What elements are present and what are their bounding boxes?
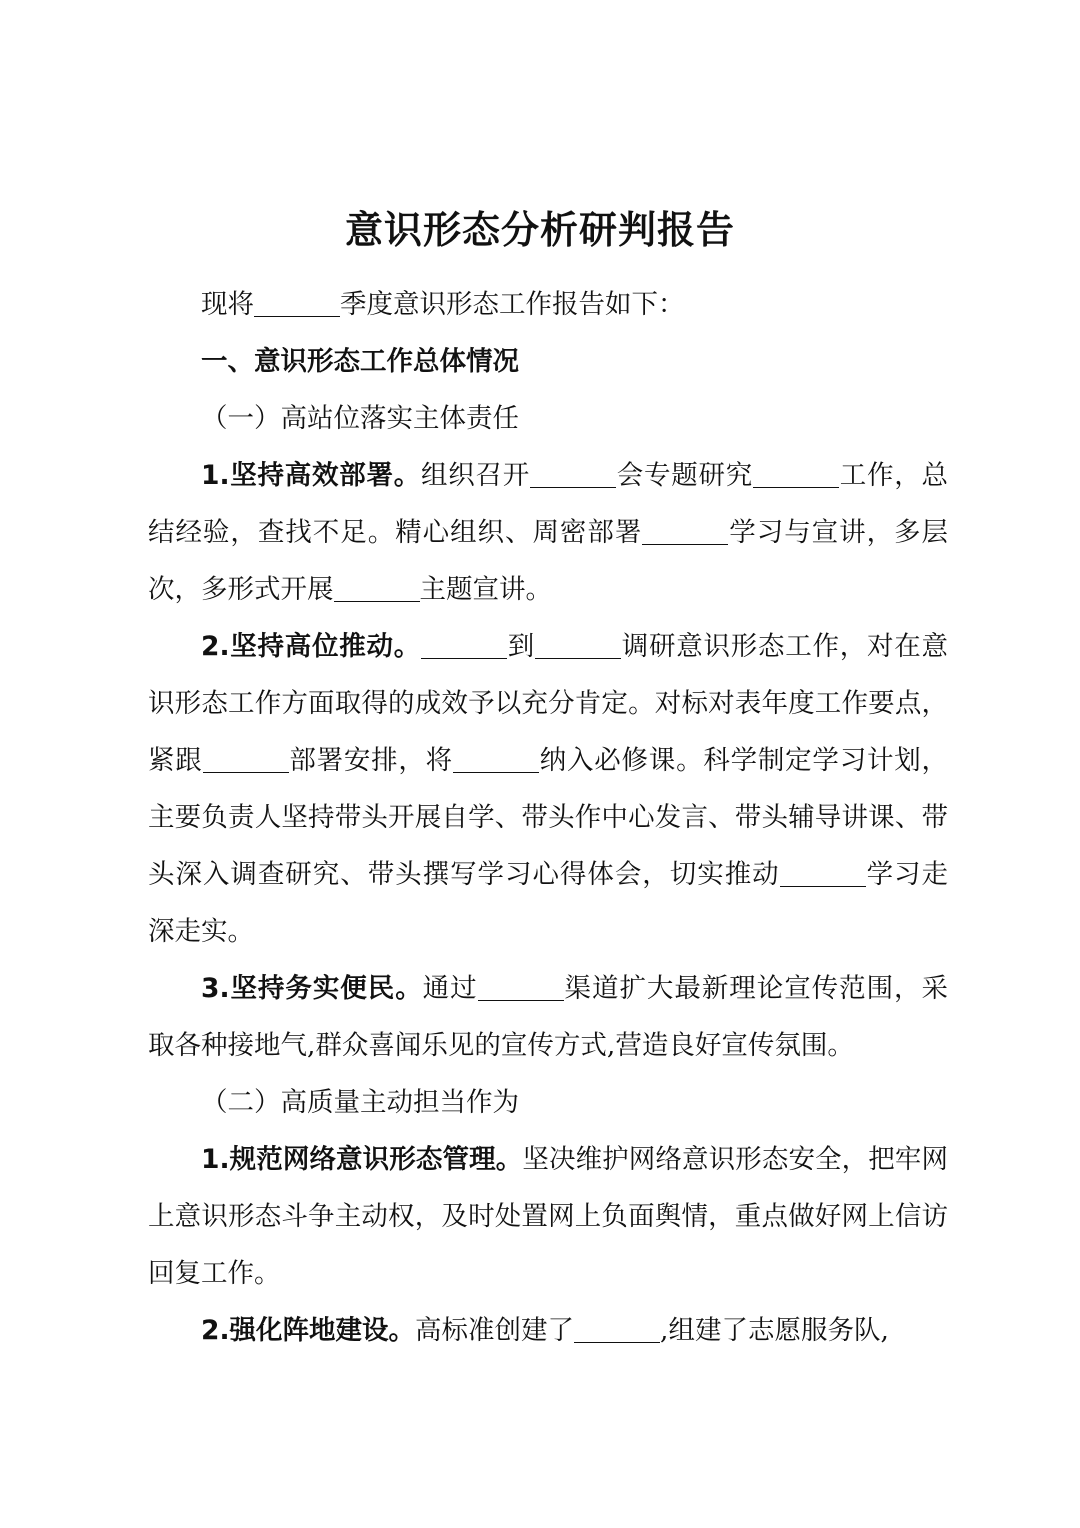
item-text: 坚决维护网络意识形态安全，把牢网上意识形态斗争主动权，及时处置网上负面舆情，重点做好网上信访回复工作。 xyxy=(148,1144,949,1289)
item-text: 高标准创建了 xyxy=(415,1315,575,1346)
item-paragraph xyxy=(148,960,948,1074)
document-body xyxy=(148,276,948,1359)
fill-blank xyxy=(530,460,616,488)
intro-paragraph xyxy=(148,276,948,333)
fill-blank xyxy=(780,859,866,887)
fill-blank xyxy=(203,745,289,773)
fill-blank xyxy=(753,460,839,488)
item-text: 主题宣讲。 xyxy=(419,574,552,605)
fill-blank xyxy=(421,631,507,659)
fill-blank xyxy=(535,631,621,659)
item-text: 会专题研究 xyxy=(616,460,753,491)
item-lead: 3.坚持务实便民。 xyxy=(201,973,423,1004)
fill-blank xyxy=(334,574,420,602)
item-lead: 1.规范网络意识形态管理。 xyxy=(201,1144,523,1175)
item-paragraph xyxy=(148,618,948,960)
item-lead: 1.坚持高效部署。 xyxy=(201,460,421,491)
item-text: 工作，总结经验，查找不足。精心组织、周密部署 xyxy=(148,460,948,548)
item-text: 纳入必修课。科学制定学习计划，主要负责人坚持带头开展自学、带头作中心发言、带头辅导讲课、带头深入调查研究、带头撰写学习心得体会，切实推动 xyxy=(148,745,949,890)
fill-blank xyxy=(574,1315,660,1343)
document-title: 意识形态分析研判报告 xyxy=(344,207,735,252)
item-text: 组织召开 xyxy=(421,460,530,491)
item-text: 通过 xyxy=(422,973,478,1004)
item-paragraph xyxy=(148,1302,948,1359)
item-text: 渠道扩大最新理论宣传范围，采取各种接地气,群众喜闻乐见的宣传方式,营造良好宣传氛围。 xyxy=(148,973,949,1061)
item-text: ,组建了志愿服务队, xyxy=(660,1315,889,1346)
item-paragraph xyxy=(148,1131,948,1302)
item-text: 学习走深走实。 xyxy=(148,859,949,947)
fill-blank xyxy=(254,289,340,317)
fill-blank xyxy=(478,973,564,1001)
item-text: 部署安排，将 xyxy=(288,745,453,776)
item-lead: 2.坚持高位推动。 xyxy=(201,631,421,662)
item-text: 到 xyxy=(507,631,535,662)
item-text: 学习与宣讲，多层次，多形式开展 xyxy=(148,517,949,605)
subsection-heading: （二）高质量主动担当作为 xyxy=(201,1087,519,1118)
item-paragraph xyxy=(148,447,948,618)
fill-blank xyxy=(642,517,728,545)
section-heading: 一、意识形态工作总体情况 xyxy=(201,346,519,377)
subsection-heading: （一）高站位落实主体责任 xyxy=(201,403,519,434)
item-text: 调研意识形态工作，对在意识形态工作方面取得的成效予以充分肯定。对标对表年度工作要点，紧跟 xyxy=(148,631,948,776)
item-lead: 2.强化阵地建设。 xyxy=(201,1315,416,1346)
fill-blank xyxy=(453,745,539,773)
intro-text-post: 季度意识形态工作报告如下： xyxy=(340,289,685,320)
intro-text-pre: 现将 xyxy=(201,289,254,320)
